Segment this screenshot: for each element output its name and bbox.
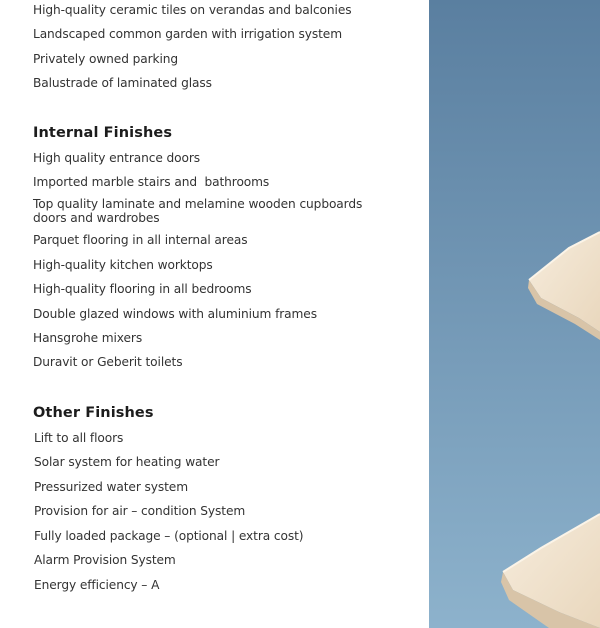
building-sky-photo: [429, 0, 600, 628]
list-item: Provision for air – condition System: [34, 504, 246, 518]
list-item: Duravit or Geberit toilets: [33, 355, 183, 369]
list-item: Hansgrohe mixers: [33, 331, 143, 345]
list-item: Alarm Provision System: [34, 553, 176, 567]
list-item: High-quality ceramic tiles on verandas and balconies: [33, 3, 352, 17]
list-item: High-quality kitchen worktops: [33, 258, 213, 272]
section-heading-internal: Internal Finishes: [33, 125, 173, 141]
list-item: Double glazed windows with aluminium frames: [33, 307, 317, 321]
section-heading-other: Other Finishes: [33, 405, 154, 421]
balcony-sky-image: [429, 0, 600, 628]
list-item: Parquet flooring in all internal areas: [33, 233, 248, 247]
list-item: Pressurized water system: [34, 480, 188, 494]
list-item: Solar system for heating water: [34, 455, 220, 469]
list-item: Fully loaded package – (optional | extra cost): [34, 529, 304, 543]
list-item: Landscaped common garden with irrigation system: [33, 27, 342, 41]
list-item: Top quality laminate and melamine wooden cupboards doors and wardrobes: [33, 197, 363, 225]
list-item: High-quality flooring in all bedrooms: [33, 282, 252, 296]
list-item: Lift to all floors: [34, 431, 124, 445]
list-item: Energy efficiency – A: [34, 578, 160, 592]
list-item: Imported marble stairs and bathrooms: [33, 175, 270, 189]
list-item: Privately owned parking: [33, 52, 179, 66]
list-item: High quality entrance doors: [33, 151, 201, 165]
list-item: Balustrade of laminated glass: [33, 76, 212, 90]
